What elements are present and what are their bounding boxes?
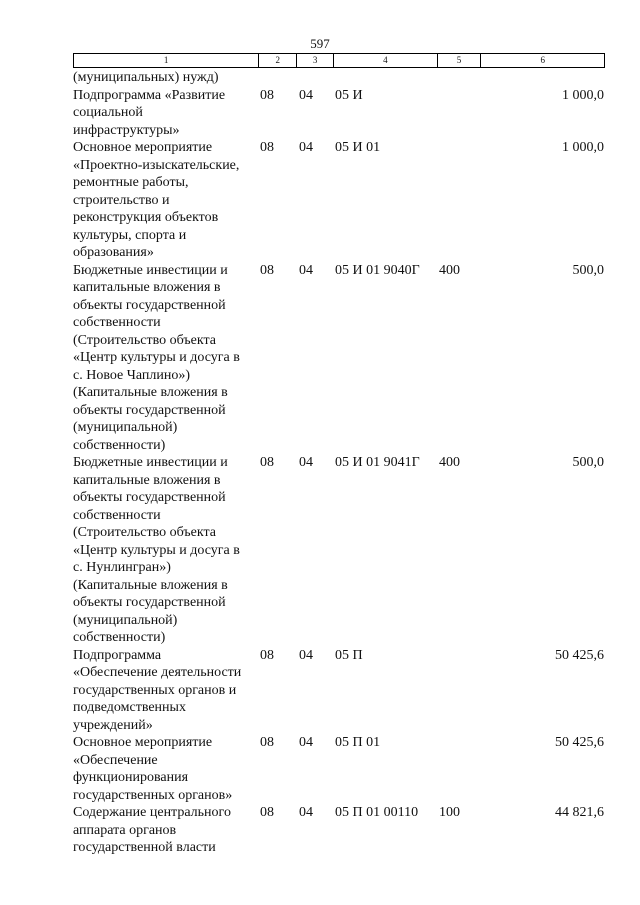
- target-article-code: 05 П: [335, 647, 363, 663]
- subsection-code: 04: [299, 455, 313, 470]
- description-line: (муниципальных) нужд): [73, 70, 219, 85]
- description-line: Содержание центрального: [73, 805, 231, 820]
- description-line: (муниципальной): [73, 420, 178, 435]
- target-article-code: 05 И 01 9041Г: [335, 455, 420, 470]
- description-line: с. Нунлингран»): [73, 560, 171, 575]
- amount: 500,0: [572, 455, 604, 470]
- section-code: 08: [260, 87, 274, 103]
- table-row: [73, 69, 605, 87]
- section-code: 08: [260, 805, 274, 820]
- description-line: «Обеспечение: [73, 752, 158, 768]
- description-line: объекты государственной: [73, 490, 226, 505]
- header-col-1: 1: [74, 54, 259, 67]
- section-code: 08: [260, 647, 274, 663]
- amount: 50 425,6: [555, 647, 604, 663]
- expense-type-code: 400: [439, 455, 460, 470]
- description-line: собственности): [73, 437, 166, 453]
- target-article-code: 05 И 01 9040Г: [335, 262, 420, 278]
- description-line: объекты государственной: [73, 297, 226, 313]
- table-header: [73, 53, 605, 68]
- description-line: ремонтные работы,: [73, 175, 189, 190]
- description-line: аппарата органов: [73, 822, 177, 838]
- table-row: [73, 139, 605, 262]
- subsection-code: 04: [299, 735, 313, 750]
- description-line: «Проектно-изыскательские,: [73, 157, 240, 173]
- description-line: Бюджетные инвестиции и: [73, 262, 228, 278]
- description-line: капитальные вложения в: [73, 472, 221, 488]
- amount: 1 000,0: [562, 87, 604, 103]
- subsection-code: 04: [299, 87, 313, 103]
- description-line: собственности): [73, 630, 166, 645]
- description-line: капитальные вложения в: [73, 280, 221, 295]
- description-line: Основное мероприятие: [73, 735, 213, 750]
- header-col-2: 2: [259, 54, 297, 67]
- amount: 1 000,0: [562, 140, 604, 155]
- description-line: подведомственных: [73, 700, 186, 715]
- row-description: [73, 804, 259, 857]
- description-line: учреждений»: [73, 717, 153, 733]
- table-row: [73, 647, 605, 735]
- table-body: [73, 69, 605, 857]
- target-article-code: 05 П 01: [335, 735, 381, 750]
- section-code: 08: [260, 455, 274, 470]
- description-line: (Строительство объекта: [73, 332, 216, 348]
- section-code: 08: [260, 140, 274, 155]
- description-line: «Центр культуры и досуга в: [73, 542, 240, 558]
- amount: 50 425,6: [555, 735, 604, 750]
- description-line: строительство и: [73, 192, 170, 208]
- subsection-code: 04: [299, 805, 313, 820]
- table-row: [73, 804, 605, 857]
- description-line: с. Новое Чаплино»): [73, 367, 190, 383]
- description-line: объекты государственной: [73, 595, 226, 610]
- description-line: государственных органов»: [73, 787, 233, 803]
- expense-type-code: 100: [439, 805, 460, 820]
- row-description: [73, 139, 259, 262]
- target-article-code: 05 И 01: [335, 140, 381, 155]
- description-line: (муниципальной): [73, 612, 178, 628]
- description-line: «Обеспечение деятельности: [73, 665, 242, 680]
- description-line: (Капитальные вложения в: [73, 385, 228, 400]
- description-line: инфраструктуры»: [73, 122, 180, 138]
- row-description: [73, 87, 259, 140]
- subsection-code: 04: [299, 647, 313, 663]
- description-line: (Строительство объекта: [73, 525, 216, 540]
- description-line: социальной: [73, 105, 143, 120]
- description-line: Основное мероприятие: [73, 140, 213, 155]
- table-row: [73, 262, 605, 455]
- section-code: 08: [260, 735, 274, 750]
- description-line: реконструкция объектов: [73, 210, 219, 225]
- page-number: 597: [310, 36, 330, 51]
- subsection-code: 04: [299, 140, 313, 155]
- description-line: «Центр культуры и досуга в: [73, 350, 240, 365]
- amount: 44 821,6: [555, 805, 604, 820]
- description-line: собственности: [73, 507, 161, 523]
- description-line: Подпрограмма: [73, 647, 162, 663]
- target-article-code: 05 П 01 00110: [335, 805, 419, 820]
- description-line: (Капитальные вложения в: [73, 577, 228, 593]
- section-code: 08: [260, 262, 274, 278]
- expense-type-code: 400: [439, 262, 460, 278]
- description-line: государственных органов и: [73, 682, 237, 698]
- amount: 500,0: [572, 262, 604, 278]
- description-line: собственности: [73, 315, 161, 330]
- description-line: образования»: [73, 245, 154, 260]
- description-line: функционирования: [73, 770, 189, 785]
- description-line: культуры, спорта и: [73, 227, 187, 243]
- header-col-6: 6: [540, 55, 545, 65]
- row-description: [73, 734, 259, 804]
- table-row: [73, 454, 605, 647]
- target-article-code: 05 И: [335, 87, 363, 103]
- row-description: [73, 262, 259, 455]
- description-line: объекты государственной: [73, 402, 226, 418]
- row-description: [73, 647, 259, 735]
- header-col-3: 3: [297, 54, 334, 67]
- description-line: Подпрограмма «Развитие: [73, 87, 226, 103]
- row-description: [73, 69, 259, 87]
- table-row: [73, 734, 605, 804]
- header-col-5: 5: [438, 54, 482, 67]
- table-row: [73, 87, 605, 140]
- header-col-4: 4: [334, 54, 438, 67]
- description-line: Бюджетные инвестиции и: [73, 455, 228, 470]
- description-line: государственной власти: [73, 840, 216, 855]
- row-description: [73, 454, 259, 647]
- subsection-code: 04: [299, 262, 313, 278]
